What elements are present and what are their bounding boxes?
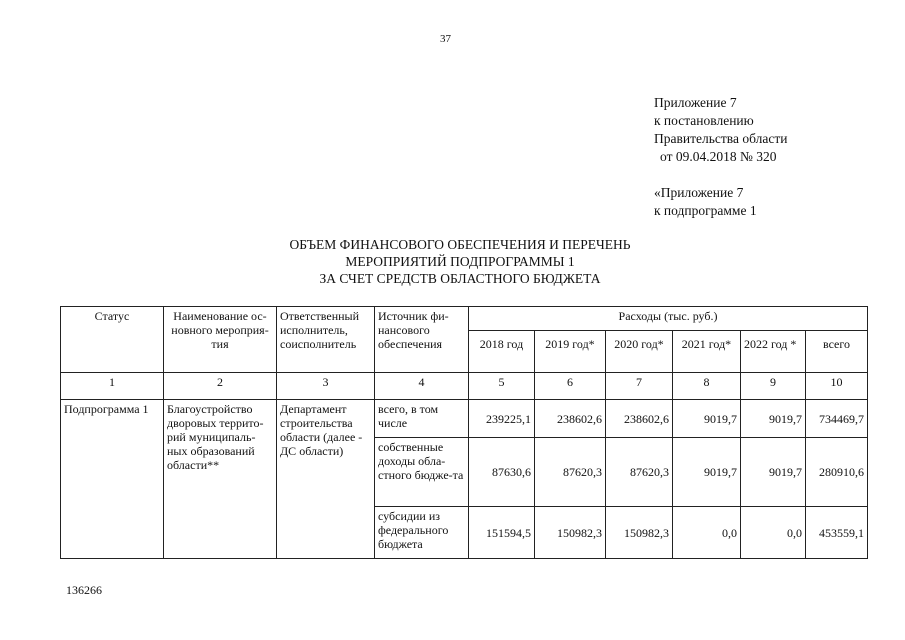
column-number: 8: [673, 373, 741, 400]
page-number: 37: [440, 33, 451, 45]
value-cell: 0,0: [673, 507, 741, 559]
column-number: 1: [61, 373, 164, 400]
header-year: 2021 год*: [673, 331, 741, 373]
value-cell: 0,0: [741, 507, 806, 559]
annex-line: к подпрограмме 1: [654, 203, 757, 218]
header-source: Источник фи-нансового обеспечения: [375, 307, 469, 373]
header-responsible: Ответственный исполнитель, соисполнитель: [277, 307, 375, 373]
value-cell: 151594,5: [469, 507, 535, 559]
title-line: ОБЪЕМ ФИНАНСОВОГО ОБЕСПЕЧЕНИЯ И ПЕРЕЧЕНЬ: [289, 237, 631, 252]
column-number: 7: [606, 373, 673, 400]
value-cell: 150982,3: [606, 507, 673, 559]
title-line: ЗА СЧЕТ СРЕДСТВ ОБЛАСТНОГО БЮДЖЕТА: [319, 271, 601, 286]
document-title: [230, 236, 690, 287]
value-cell: 734469,7: [806, 400, 868, 438]
column-number: 5: [469, 373, 535, 400]
footer-code: 136266: [66, 583, 102, 597]
value-cell: 239225,1: [469, 400, 535, 438]
value-cell: 9019,7: [673, 438, 741, 507]
source-label: собственные доходы обла-стного бюдже-та: [375, 438, 469, 507]
header-name: Наименование ос-новного мероприя-тия: [164, 307, 277, 373]
value-cell: 9019,7: [673, 400, 741, 438]
row-status: Подпрограмма 1: [61, 400, 164, 559]
value-cell: 238602,6: [535, 400, 606, 438]
source-label: всего, в том числе: [375, 400, 469, 438]
value-cell: 9019,7: [741, 438, 806, 507]
column-number: 4: [375, 373, 469, 400]
column-number: 3: [277, 373, 375, 400]
title-line: МЕРОПРИЯТИЙ ПОДПРОГРАММЫ 1: [345, 254, 575, 269]
header-year: 2018 год: [469, 331, 535, 373]
header-year: 2020 год*: [606, 331, 673, 373]
value-cell: 150982,3: [535, 507, 606, 559]
header-total: всего: [806, 331, 868, 373]
header-status: Статус: [61, 307, 164, 373]
annex-line: Приложение 7: [654, 95, 737, 110]
budget-table: [60, 306, 868, 559]
annex-line: от 09.04.2018 № 320: [660, 149, 777, 164]
annex-line: «Приложение 7: [654, 185, 744, 200]
value-cell: 280910,6: [806, 438, 868, 507]
value-cell: 453559,1: [806, 507, 868, 559]
value-cell: 87620,3: [535, 438, 606, 507]
header-expenses: Расходы (тыс. руб.): [469, 307, 868, 331]
value-cell: 238602,6: [606, 400, 673, 438]
column-number: 6: [535, 373, 606, 400]
annex-line: Правительства области: [654, 131, 788, 146]
annex-header: [654, 94, 787, 220]
value-cell: 9019,7: [741, 400, 806, 438]
row-activity-name: Благоустройство дворовых террито-рий муниципаль-ных образований области**: [164, 400, 277, 559]
value-cell: 87630,6: [469, 438, 535, 507]
annex-line: к постановлению: [654, 113, 754, 128]
source-label: субсидии из федерального бюджета: [375, 507, 469, 559]
column-number: 9: [741, 373, 806, 400]
header-year: 2019 год*: [535, 331, 606, 373]
value-cell: 87620,3: [606, 438, 673, 507]
header-year: 2022 год *: [741, 331, 806, 373]
row-responsible: Департамент строительства области (далее - ДС области): [277, 400, 375, 559]
column-number: 2: [164, 373, 277, 400]
column-number: 10: [806, 373, 868, 400]
